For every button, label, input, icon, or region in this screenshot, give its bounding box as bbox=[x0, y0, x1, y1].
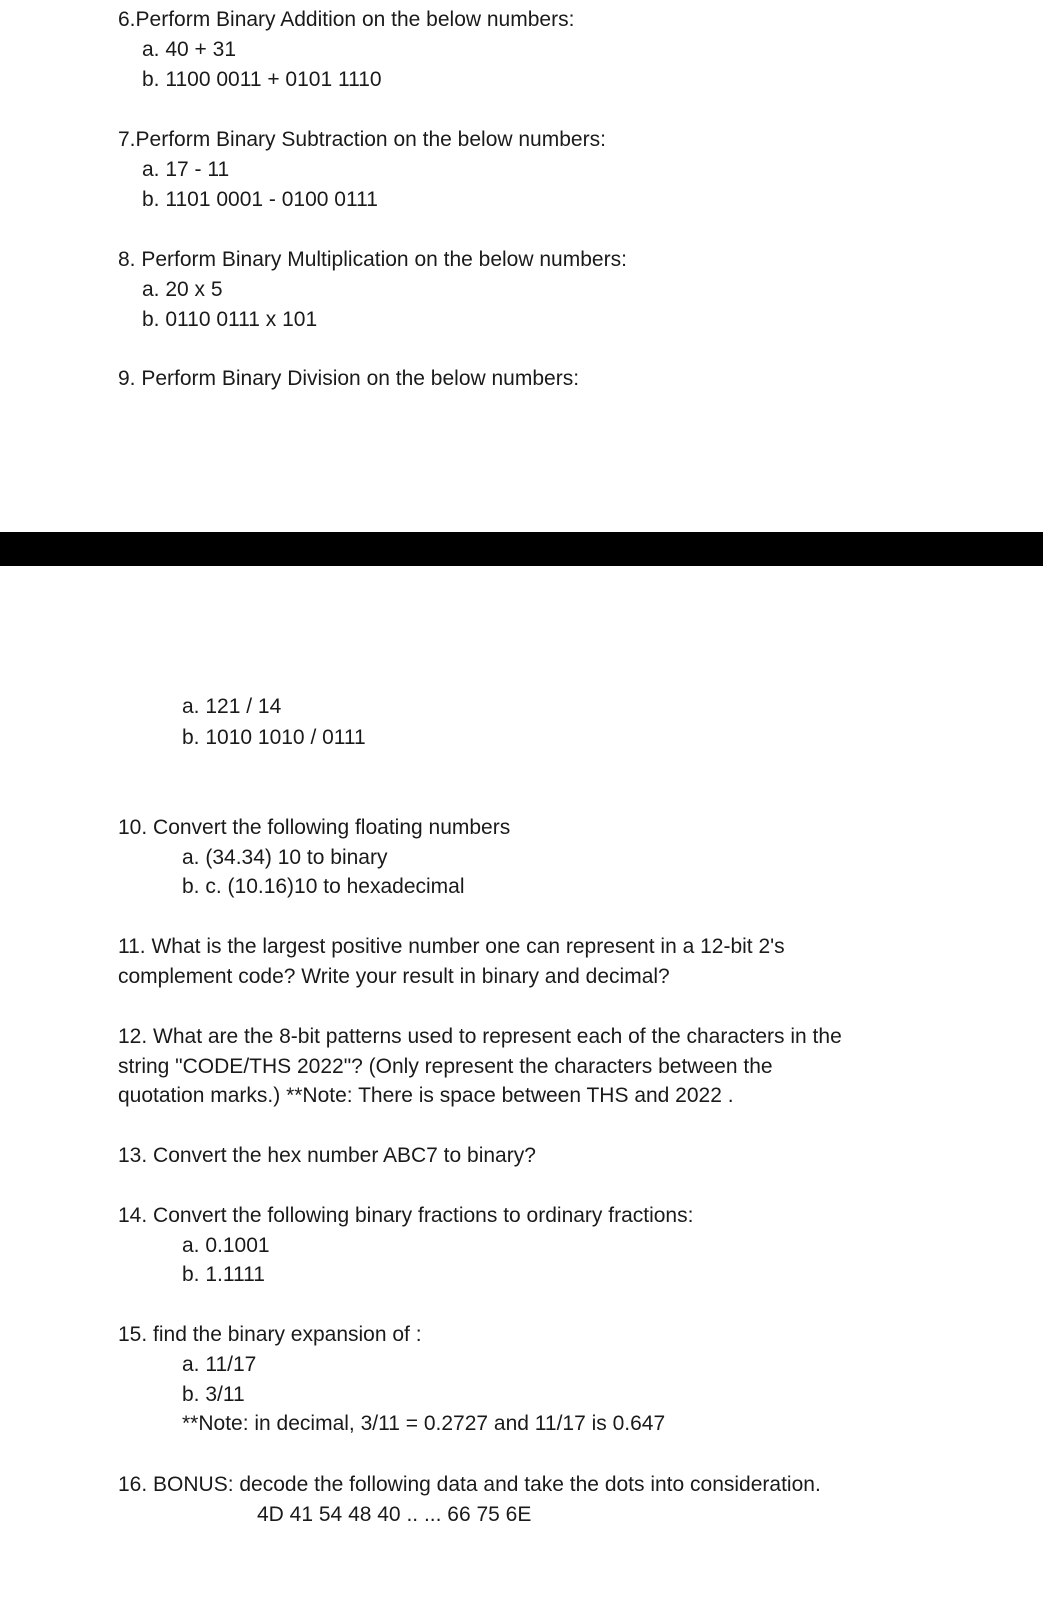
question-12-line-2: string "CODE/THS 2022"? (Only represent the characters between the bbox=[118, 1055, 773, 1078]
question-9-part-a: a. 121 / 14 bbox=[182, 695, 282, 718]
question-15-part-b: b. 3/11 bbox=[182, 1383, 245, 1406]
question-16-hex-data: 4D 41 54 48 40 .. ... 66 75 6E bbox=[257, 1503, 532, 1526]
question-8-title: 8. Perform Binary Multiplication on the below numbers: bbox=[118, 248, 627, 271]
question-6-part-b: b. 1100 0011 + 0101 1110 bbox=[142, 68, 382, 91]
question-9-title: 9. Perform Binary Division on the below numbers: bbox=[118, 367, 580, 390]
question-8-part-b: b. 0110 0111 x 101 bbox=[142, 308, 318, 331]
question-7-part-a: a. 17 - 11 bbox=[142, 158, 230, 181]
question-13-title: 13. Convert the hex number ABC7 to binary? bbox=[118, 1144, 536, 1167]
question-14-part-a: a. 0.1001 bbox=[182, 1234, 270, 1257]
question-11-line-2: complement code? Write your result in binary and decimal? bbox=[118, 965, 670, 988]
question-15-title: 15. find the binary expansion of : bbox=[118, 1323, 422, 1346]
question-6-title: 6.Perform Binary Addition on the below numbers: bbox=[118, 8, 575, 31]
question-6-part-a: a. 40 + 31 bbox=[142, 38, 236, 61]
question-12-line-1: 12. What are the 8-bit patterns used to represent each of the characters in the bbox=[118, 1025, 842, 1048]
question-7-part-b: b. 1101 0001 - 0100 0111 bbox=[142, 188, 378, 211]
question-14-title: 14. Convert the following binary fractions to ordinary fractions: bbox=[118, 1204, 694, 1227]
question-15-part-a: a. 11/17 bbox=[182, 1353, 257, 1376]
question-14-part-b: b. 1.1111 bbox=[182, 1263, 265, 1286]
question-15-note: **Note: in decimal, 3/11 = 0.2727 and 11/17 is 0.647 bbox=[182, 1412, 666, 1435]
question-16-title: 16. BONUS: decode the following data and take the dots into consideration. bbox=[118, 1473, 821, 1496]
question-8-part-a: a. 20 x 5 bbox=[142, 278, 223, 301]
page-break-bar bbox=[0, 532, 1043, 566]
question-10-part-a: a. (34.34) 10 to binary bbox=[182, 846, 388, 869]
question-11-line-1: 11. What is the largest positive number one can represent in a 12-bit 2's bbox=[118, 935, 785, 958]
question-9-part-b: b. 1010 1010 / 0111 bbox=[182, 726, 366, 749]
question-12-line-3: quotation marks.) **Note: There is space between THS and 2022 . bbox=[118, 1084, 734, 1107]
question-7-title: 7.Perform Binary Subtraction on the below numbers: bbox=[118, 128, 606, 151]
question-10-part-b: b. c. (10.16)10 to hexadecimal bbox=[182, 875, 465, 898]
question-10-title: 10. Convert the following floating numbers bbox=[118, 816, 511, 839]
